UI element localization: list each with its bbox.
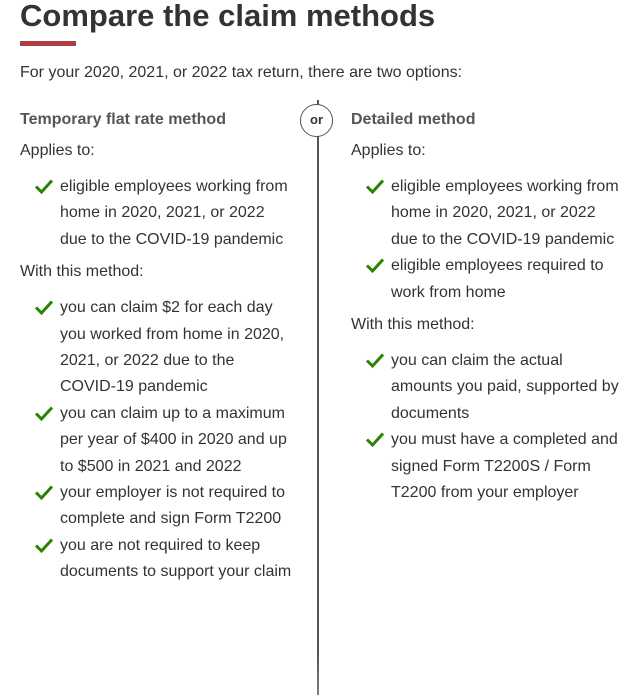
flat-rate-method-label: With this method:	[20, 263, 144, 281]
list-item-text: you can claim $2 for each day you worked from home in 2020, 2021, or 2022 due to the COVID-19 pandemic	[60, 299, 285, 396]
list-item	[351, 174, 621, 253]
list-item-text: eligible employees required to work from home	[391, 257, 604, 301]
list-item-text: you can claim the actual amounts you paid, supported by documents	[391, 352, 619, 422]
checkmark-icon	[34, 535, 54, 555]
checkmark-icon	[34, 176, 54, 196]
list-item-text: eligible employees working from home in 2020, 2021, or 2022 due to the COVID-19 pandemic	[391, 178, 619, 248]
checkmark-icon	[365, 350, 385, 370]
detailed-method-label: With this method:	[351, 316, 475, 334]
list-item	[20, 174, 292, 253]
list-item	[20, 480, 292, 533]
list-item	[20, 295, 292, 401]
page-title: Compare the claim methods	[20, 0, 436, 33]
list-item	[20, 401, 292, 480]
list-item-text: eligible employees working from home in 2020, 2021, or 2022 due to the COVID-19 pandemic	[60, 178, 288, 248]
list-item	[351, 348, 621, 427]
bottom-fade	[0, 655, 630, 695]
column-divider	[317, 100, 319, 695]
checkmark-icon	[365, 429, 385, 449]
detailed-method-column	[351, 107, 621, 512]
flat-rate-method-column	[20, 107, 292, 592]
flat-rate-heading: Temporary flat rate method	[20, 111, 226, 128]
list-item	[20, 533, 292, 586]
flat-rate-applies-label: Applies to:	[20, 142, 95, 159]
intro-text: For your 2020, 2021, or 2022 tax return, there are two options:	[20, 64, 463, 81]
checkmark-icon	[34, 297, 54, 317]
checkmark-icon	[34, 403, 54, 423]
list-item-text: you can claim up to a maximum per year of $400 in 2020 and up to $500 in 2021 and 2022	[60, 404, 287, 475]
detailed-applies-label: Applies to:	[351, 142, 426, 159]
checkmark-icon	[34, 482, 54, 502]
list-item-text: your employer is not required to complete and sign Form T2200	[60, 484, 285, 528]
list-item-text: you must have a completed and signed Form T2200S / Form T2200 from your employer	[391, 431, 618, 502]
detailed-heading: Detailed method	[351, 111, 476, 128]
checkmark-icon	[365, 176, 385, 196]
list-item	[351, 253, 621, 306]
list-item-text: you are not required to keep documents to support your claim	[60, 536, 292, 581]
flat-rate-method-list	[20, 295, 292, 585]
flat-rate-applies-list	[20, 174, 292, 253]
detailed-method-list	[351, 348, 621, 506]
or-badge: or	[300, 104, 333, 137]
list-item	[351, 427, 621, 506]
checkmark-icon	[365, 255, 385, 275]
detailed-applies-list	[351, 174, 621, 306]
title-underline	[20, 41, 76, 46]
